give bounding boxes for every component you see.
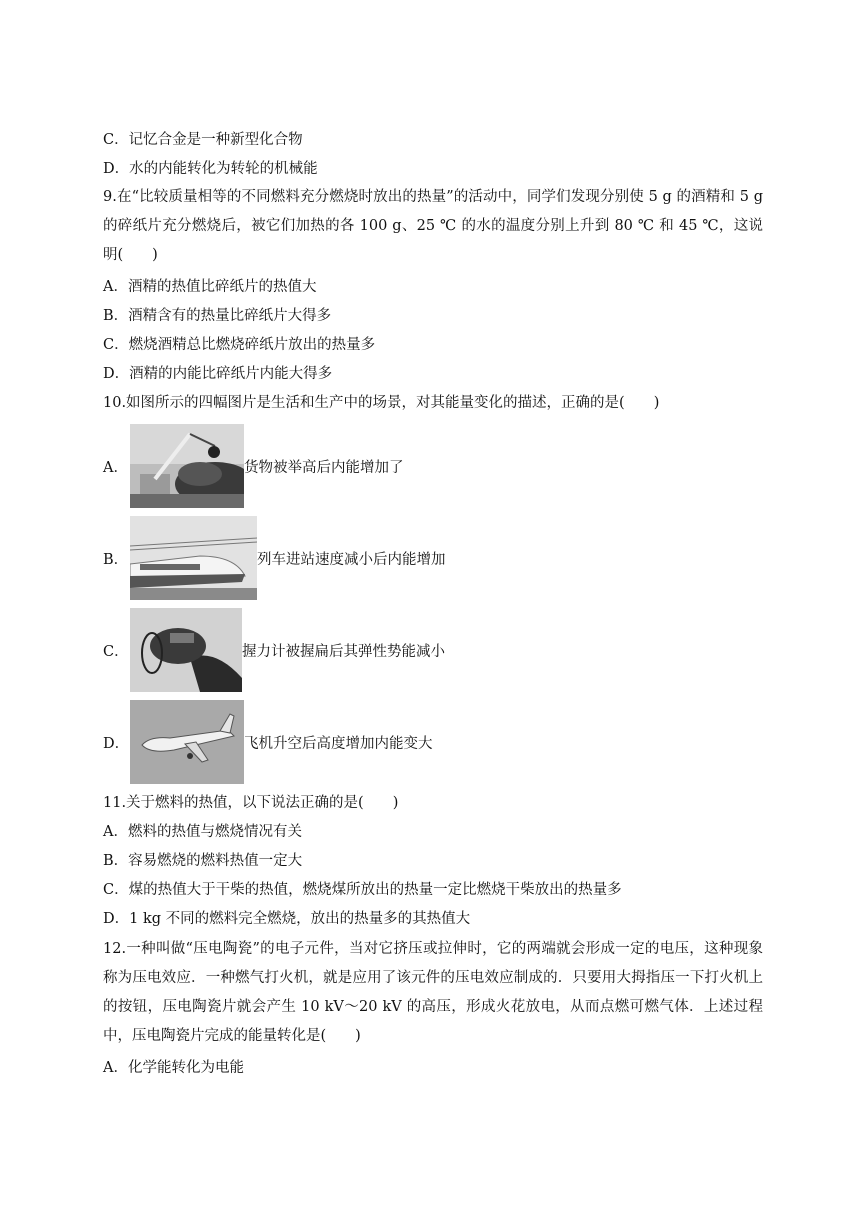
- question-9-option-b: B．酒精含有的热量比碎纸片大得多: [103, 308, 332, 324]
- train-photo: [130, 516, 257, 600]
- question-11-option-a: A．燃料的热值与燃烧情况有关: [103, 824, 302, 840]
- option-label: A．: [103, 459, 128, 476]
- question-9-option-c: C．燃烧酒精总比燃烧碎纸片放出的热量多: [103, 337, 376, 353]
- option-d-prev: D．水的内能转化为转轮的机械能: [103, 161, 318, 177]
- option-c-prev: C．记忆合金是一种新型化合物: [103, 132, 303, 148]
- question-10-option-a: [103, 423, 404, 509]
- option-caption: 列车进站速度减小后内能增加: [257, 551, 446, 568]
- question-10-option-c: [103, 607, 445, 693]
- question-11-option-b: B．容易燃烧的燃料热值一定大: [103, 853, 303, 869]
- crane-photo: [130, 424, 244, 508]
- question-11-stem: 11.关于燃料的热值，以下说法正确的是( ): [103, 795, 399, 811]
- question-12-option-a: A．化学能转化为电能: [103, 1060, 244, 1076]
- question-9-option-d: D．酒精的内能比碎纸片内能大得多: [103, 366, 333, 382]
- question-12-stem: 12.一种叫做“压电陶瓷”的电子元件，当对它挤压或拉伸时，它的两端就会形成一定的电压，这种现象称为压电效应．一种燃气打火机，就是应用了该元件的压电效应制成的．只要用大拇指压一下打火机上的按钮，压电陶瓷片就会产生 10 kV～20 kV 的高压，形成火花放电，从而点燃可燃气体．上述过程中，压电陶瓷片完成的能量转化是( ): [103, 941, 763, 1044]
- option-label: D．: [103, 735, 130, 752]
- question-11-option-d: D．1 kg 不同的燃料完全燃烧，放出的热量多的其热值大: [103, 911, 471, 927]
- question-10-stem: 10.如图所示的四幅图片是生活和生产中的场景，对其能量变化的描述，正确的是( ): [103, 395, 660, 411]
- option-caption: 货物被举高后内能增加了: [244, 459, 404, 476]
- option-label: C．: [103, 643, 129, 660]
- question-10-option-d: [103, 699, 433, 785]
- airplane-photo: [130, 700, 244, 784]
- question-9-stem: 9.在“比较质量相等的不同燃料充分燃烧时放出的热量”的活动中，同学们发现分别使 5 g 的酒精和 5 g 的碎纸片充分燃烧后，被它们加热的各 100 g、25 ℃ 的水的温度分别上升到 80 ℃ 和 45 ℃，这说明( ): [103, 189, 763, 263]
- grip-photo: [130, 608, 242, 692]
- option-label: B．: [103, 551, 129, 568]
- question-10-option-b: [103, 515, 446, 601]
- option-caption: 飞机升空后高度增加内能变大: [244, 735, 433, 752]
- option-caption: 握力计被握扁后其弹性势能减小: [242, 643, 445, 660]
- question-11-option-c: C．煤的热值大于干柴的热值，燃烧煤所放出的热量一定比燃烧干柴放出的热量多: [103, 882, 622, 898]
- question-9-option-a: A．酒精的热值比碎纸片的热值大: [103, 279, 317, 295]
